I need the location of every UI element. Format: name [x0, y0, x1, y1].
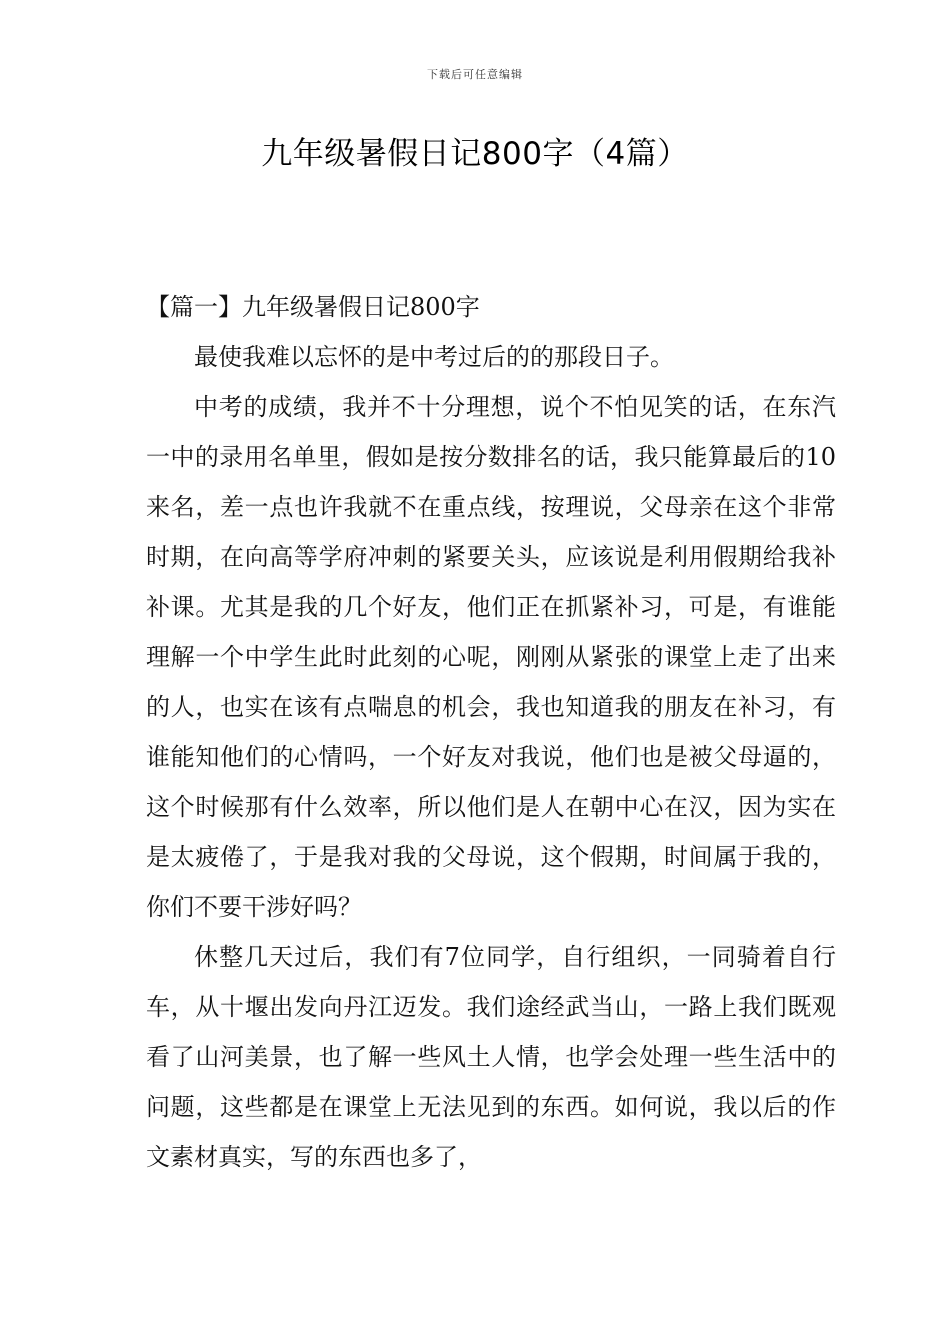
document-body — [146, 282, 836, 1182]
header-watermark: 下载后可任意编辑 — [427, 68, 523, 81]
paragraph: 最使我难以忘怀的是中考过后的的那段日子。 — [194, 343, 674, 371]
paragraph: 休整几天过后，我们有7位同学，自行组织，一同骑着自行车，从十堰出发向丹江迈发。我们途经武当山，一路上我们既观看了山河美景，也了解一些风土人情，也学会处理一些生活中的问题，这些都是在课堂上无法见到的东西。如何说，我以后的作文素材真实，写的东西也多了， — [146, 943, 836, 1171]
document-title: 九年级暑假日记800字（4篇） — [261, 136, 689, 172]
paragraph: 中考的成绩，我并不十分理想，说个不怕见笑的话，在东汽一中的录用名单里，假如是按分数排名的话，我只能算最后的10来名，差一点也许我就不在重点线，按理说，父母亲在这个非常时期，在向高等学府冲刺的紧要关头，应该说是利用假期给我补补课。尤其是我的几个好友，他们正在抓紧补习，可是，有谁能理解一个中学生此时此刻的心呢，刚刚从紧张的课堂上走了出来的人，也实在该有点喘息的机会，我也知道我的朋友在补习，有谁能知他们的心情吗，一个好友对我说，他们也是被父母逼的，这个时候那有什么效率，所以他们是人在朝中心在汉，因为实在是太疲倦了，于是我对我的父母说，这个假期，时间属于我的，你们不要干涉好吗？ — [146, 393, 836, 921]
section-heading: 【篇一】九年级暑假日记800字 — [146, 293, 480, 321]
